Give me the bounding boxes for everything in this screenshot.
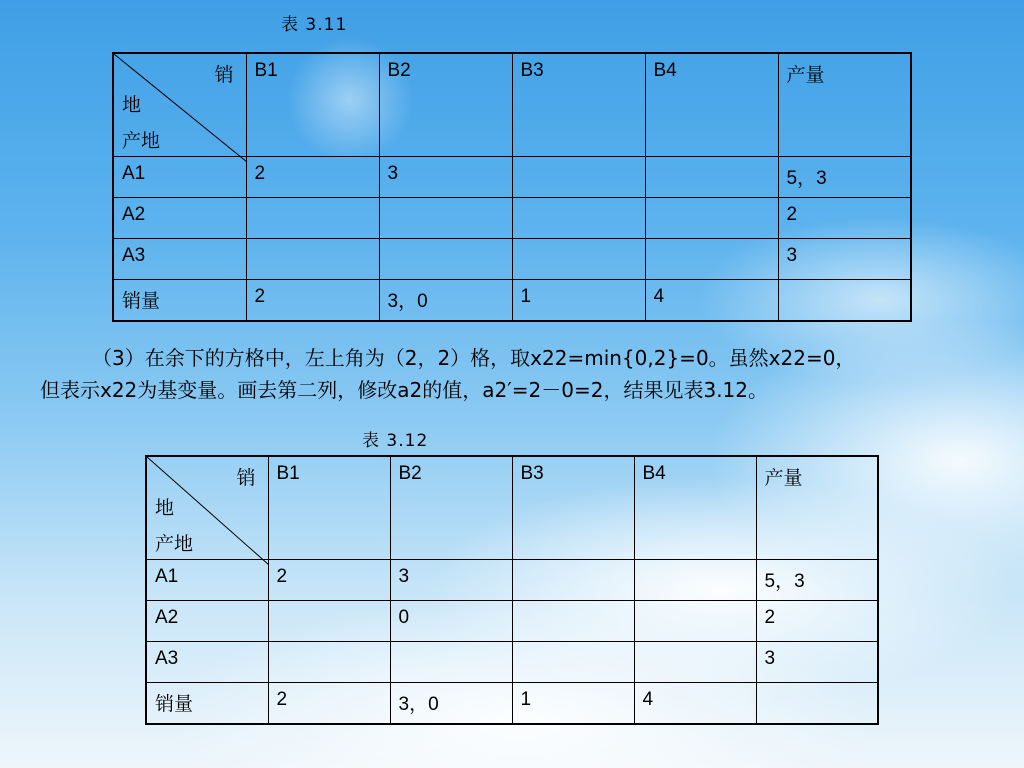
- table1-caption: 表 3.11: [281, 15, 348, 35]
- table-cell: [379, 239, 512, 280]
- table-cell: [634, 601, 756, 642]
- table-cell: 销量: [113, 280, 246, 322]
- table-cell: A1: [113, 157, 246, 198]
- header-cell: B3: [512, 456, 634, 560]
- table-3-12: [145, 455, 879, 725]
- header-cell: 产量: [778, 53, 911, 157]
- table-cell: A3: [146, 642, 268, 683]
- table-cell: [634, 642, 756, 683]
- table-cell: [778, 280, 911, 322]
- table-cell: [512, 560, 634, 601]
- table-cell: 2: [268, 683, 390, 725]
- table-cell: [390, 642, 512, 683]
- table-cell: 3: [778, 239, 911, 280]
- table-row: [146, 560, 878, 601]
- table-cell: A2: [113, 198, 246, 239]
- table-cell: [645, 157, 778, 198]
- table-cell: [246, 239, 379, 280]
- table-cell: 3: [756, 642, 878, 683]
- table-cell: 3: [379, 157, 512, 198]
- table-cell: 1: [512, 280, 645, 322]
- header-cell: B3: [512, 53, 645, 157]
- table-cell: 5，3: [778, 157, 911, 198]
- table-cell: 3，0: [379, 280, 512, 322]
- header-row: [113, 53, 911, 157]
- header-cell: B1: [268, 456, 390, 560]
- table-row: [113, 280, 911, 322]
- table-row: [146, 683, 878, 725]
- table-cell: 0: [390, 601, 512, 642]
- table-row: [113, 239, 911, 280]
- table-cell: [645, 239, 778, 280]
- corner-di-label: 地: [122, 95, 142, 116]
- header-cell: B2: [379, 53, 512, 157]
- table-cell: 4: [634, 683, 756, 725]
- table-cell: A1: [146, 560, 268, 601]
- table-cell: A3: [113, 239, 246, 280]
- explanation-paragraph: [40, 342, 1000, 406]
- table-cell: [645, 198, 778, 239]
- table-cell: 2: [246, 280, 379, 322]
- table-cell: 2: [778, 198, 911, 239]
- table-cell: [512, 239, 645, 280]
- table-cell: 2: [756, 601, 878, 642]
- corner-sales-label: 销: [214, 65, 234, 86]
- table-cell: [512, 642, 634, 683]
- header-cell: B1: [246, 53, 379, 157]
- table-cell: 3: [390, 560, 512, 601]
- table2-caption: 表 3.12: [362, 431, 429, 451]
- corner-cell: [113, 53, 246, 157]
- paragraph-line-2: 但表示x22为基变量。画去第二列，修改a2的值，a2′=2－0=2，结果见表3.12。: [40, 378, 769, 402]
- table-cell: 2: [246, 157, 379, 198]
- table-cell: A2: [146, 601, 268, 642]
- table-cell: [268, 601, 390, 642]
- paragraph-line-1: （3）在余下的方格中，左上角为（2，2）格，取x22=min{0,2}=0。虽然x22=0，: [92, 346, 856, 370]
- header-row: [146, 456, 878, 560]
- table-cell: 5，3: [756, 560, 878, 601]
- corner-sales-label: 销: [236, 468, 256, 489]
- header-cell: B2: [390, 456, 512, 560]
- table-cell: 1: [512, 683, 634, 725]
- table-cell: [634, 560, 756, 601]
- table-cell: [246, 198, 379, 239]
- table-row: [146, 642, 878, 683]
- header-cell: B4: [645, 53, 778, 157]
- corner-cell: [146, 456, 268, 560]
- corner-origin-label: 产地: [122, 131, 161, 152]
- table-cell: [379, 198, 512, 239]
- table-row: [146, 601, 878, 642]
- table-cell: [512, 157, 645, 198]
- table-row: [113, 198, 911, 239]
- table-cell: [512, 198, 645, 239]
- table-cell: 3，0: [390, 683, 512, 725]
- table-row: [113, 157, 911, 198]
- corner-di-label: 地: [155, 498, 175, 519]
- header-cell: 产量: [756, 456, 878, 560]
- table-cell: [512, 601, 634, 642]
- header-cell: B4: [634, 456, 756, 560]
- table-cell: 销量: [146, 683, 268, 725]
- table-3-11: [112, 52, 912, 322]
- corner-origin-label: 产地: [155, 534, 194, 555]
- table-cell: [268, 642, 390, 683]
- table-cell: [756, 683, 878, 725]
- table-cell: 2: [268, 560, 390, 601]
- table-cell: 4: [645, 280, 778, 322]
